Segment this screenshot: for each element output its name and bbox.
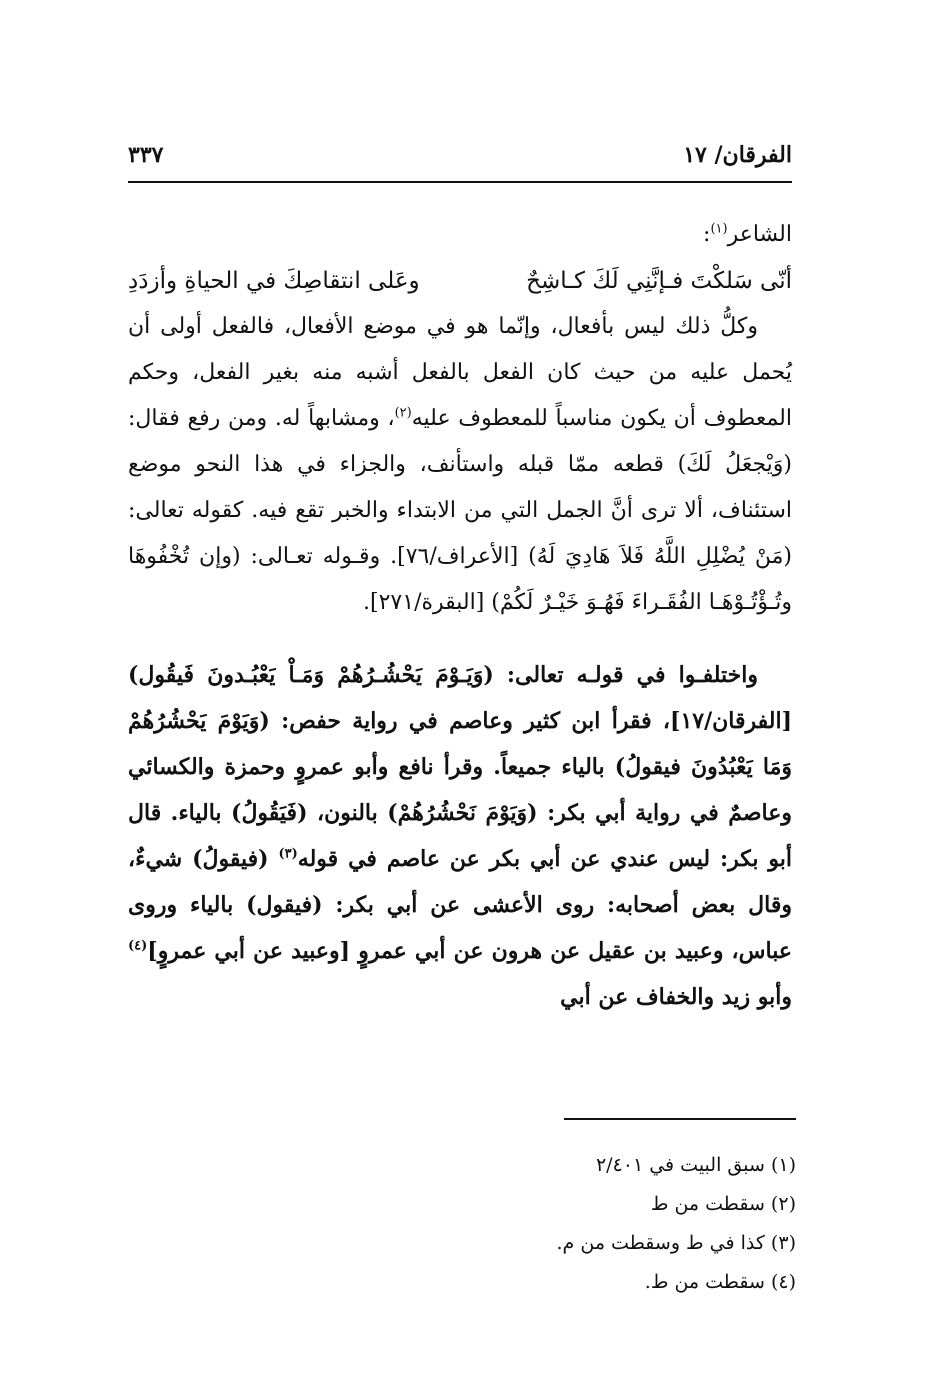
poet-intro	[128, 212, 792, 258]
footnote-ref-3: (٣)	[278, 846, 298, 862]
paragraph-1-text-b: ، ومشابهاً له. ومن رفع فقال: (وَيْجعَلُ لَكَ) قطعه ممّا قبله واستأنف، والجزاء في هذا النحو موضع استئناف، ألا ترى أنَّ الجمل التي من الابتداء والخبر تقع فيه. كقوله تعالى: (مَنْ يُضْلِلِ اللَّهُ فَلاَ هَادِيَ لَهُ) [الأعراف/٧٦]. وقـوله تعـالى: (وإن تُخْفُوهَا وتُـؤْتُـوْهَـا الفُقَـراءَ فَهُـوَ خَيْـرٌ لَكُمْ) [البقرة/٢٧١].	[128, 406, 792, 615]
paragraph-gap	[128, 626, 792, 652]
footnote-4: (٤) سقطت من ط.	[644, 1271, 796, 1293]
sura-reference: الفرقان/ ١٧	[683, 142, 792, 168]
footnote-2: (٢) سقطت من ط	[650, 1193, 796, 1215]
footnote-ref-2: (٢)	[394, 405, 412, 421]
main-text	[128, 212, 792, 1020]
footnote-ref-4: (٤)	[128, 938, 148, 954]
page-number: ٣٣٧	[128, 142, 164, 168]
poetry-verse	[128, 258, 792, 304]
footnote-3: (٣) كذا في ط وسقطت من م.	[556, 1232, 796, 1254]
paragraph-2	[128, 652, 792, 1020]
verse-hemistich-1: أنّى سَلكْتَ فـإنَّنِي لَكَ كـاشِحٌ	[526, 268, 792, 294]
footnote-rule	[564, 1118, 796, 1120]
verse-hemistich-2: وعَلى انتقاصِكَ في الحياةِ وأزدَدِ	[128, 268, 420, 294]
page-header	[128, 138, 792, 178]
paragraph-2-text-a: واختلفـوا في قولـه تعالى: (وَيَـوْمَ يَحْشُـرُهُمْ وَمَـاْ يَعْبُـدونَ فَيقُول) [الفرقان/١٧]، فقرأ ابن كثير وعاصم في رواية حفص: (وَيَوْمَ يَحْشُرُهُمْ وَمَا يَعْبُدُونَ فيقولُ) بالياء جميعاً. وقرأ نافع وأبو عمروٍ وحمزة والكسائي وعاصمٌ في رواية أبي بكر: (وَيَوْمَ نَحْشُرُهُمْ) بالنون، (فَيَقُولُ) بالياء. قال أبو بكر: ليس عندي عن أبي بكر عن عاصم في قوله	[128, 662, 792, 872]
paragraph-2-text-c: وأبو زيد والخفاف عن أبي	[560, 984, 792, 1010]
header-rule	[128, 181, 792, 183]
poet-intro-text: الشاعر	[727, 222, 792, 247]
poet-intro-colon: :	[703, 222, 711, 247]
paragraph-1	[128, 304, 792, 626]
footnotes	[376, 1146, 796, 1302]
footnote-ref-1: (١)	[710, 221, 728, 237]
paragraph-1-text-a: وكلُّ ذلك ليس بأفعال، وإنّما هو في موضع الأفعال، فالفعل أولى أن يُحمل عليه من حيث كان الفعل بالفعل أشبه منه بغير الفعل، وحكم المعطوف أن يكون مناسباً للمعطوف عليه	[128, 314, 792, 431]
paragraph-2-text-b: (فيقولُ) شيءٌ، وقال بعض أصحابه: روى الأعشى عن أبي بكر: (فيقول) بالياء وروى عباس، وعبيد بن عقيل عن هرون عن أبي عمروٍ [وعبيد عن أبي عمروٍ]	[128, 846, 792, 964]
footnote-1: (١) سبق البيت في ٢/٤٠١	[595, 1154, 796, 1176]
